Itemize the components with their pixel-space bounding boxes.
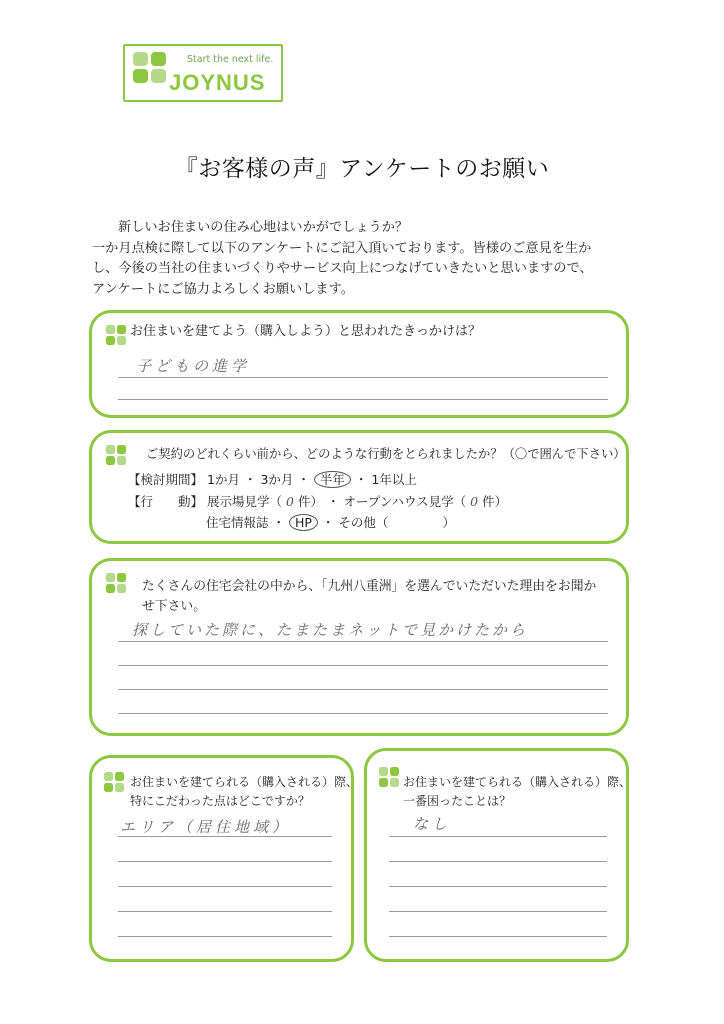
- action-label: 【行 動】: [128, 494, 204, 509]
- action-row-1: [128, 492, 507, 512]
- clover-icon: [106, 573, 126, 593]
- answer-line: [389, 836, 607, 837]
- separator: ・: [297, 472, 310, 487]
- intro-line-4: アンケートにご協力よろしくお願いします。: [92, 281, 354, 297]
- q4-question-line-1: お住まいを建てられる（購入される）際、: [130, 775, 359, 789]
- clover-icon: [104, 772, 124, 792]
- action-4-circled: HP: [289, 514, 318, 531]
- intro-paragraph: [92, 218, 652, 300]
- q5-question-line-1: お住まいを建てられる（購入される）際、: [403, 775, 632, 789]
- answer-line: [118, 399, 608, 400]
- question-panel-1: [89, 310, 629, 418]
- answer-line: [118, 936, 332, 937]
- q3-question-line-2: せ下さい。: [142, 599, 206, 614]
- clover-logo-icon: [133, 52, 167, 96]
- clover-icon: [106, 445, 126, 465]
- action-2-prefix: オープンハウス見学（: [343, 494, 467, 509]
- q4-answer: エリア（居住地域）: [120, 818, 292, 836]
- action-5-suffix: ）: [442, 515, 455, 530]
- answer-line: [118, 911, 332, 912]
- q4-question-line-2: 特にこだわった点はどこですか？: [130, 794, 310, 808]
- answer-line: [389, 911, 607, 912]
- action-3: 住宅情報誌: [206, 515, 269, 530]
- answer-line: [118, 641, 608, 642]
- question-panel-5: [364, 748, 632, 962]
- intro-line-3: し、今後の当社の住まいづくりやサービス向上につなげていきたいと思いますので、: [92, 261, 593, 276]
- action-1-count: 0: [286, 494, 294, 509]
- question-panel-2: [89, 430, 629, 544]
- action-2-suffix: 件）: [482, 494, 508, 509]
- separator: ・: [272, 515, 286, 530]
- q1-answer: 子どもの進学: [136, 357, 251, 375]
- clover-icon: [106, 325, 126, 345]
- answer-line: [389, 886, 607, 887]
- q3-answer: 探していた際に、たまたまネットで見かけたから: [132, 621, 529, 639]
- action-1-suffix: 件）: [297, 494, 323, 509]
- separator: ・: [326, 494, 340, 509]
- answer-line: [118, 689, 608, 690]
- answer-line: [118, 665, 608, 666]
- answer-line: [118, 836, 332, 837]
- answer-line: [118, 861, 332, 862]
- period-option-3-circled: 半年: [314, 471, 351, 488]
- separator: ・: [321, 515, 335, 530]
- period-row: [128, 470, 417, 490]
- q3-question-line-1: たくさんの住宅会社の中から、「九州八重洲」を選んでいただいた理由をお聞か: [142, 579, 597, 594]
- action-row-2: [206, 513, 455, 533]
- intro-line-1: 新しいお住まいの住み心地はいかがでしょうか？: [118, 220, 409, 235]
- logo-brand: JOYNUS: [169, 70, 266, 95]
- action-2-count: 0: [470, 494, 479, 509]
- period-option-2: 3か月: [260, 472, 294, 487]
- answer-line: [118, 713, 608, 714]
- q5-answer: なし: [413, 815, 452, 833]
- page-title: 『お客様の声』アンケートのお願い: [174, 156, 550, 182]
- period-label: 【検討期間】: [128, 472, 204, 487]
- joynus-logo: [123, 44, 283, 102]
- question-panel-3: [89, 558, 629, 736]
- period-option-4: 1年以上: [371, 472, 417, 487]
- action-1-prefix: 展示場見学（: [207, 494, 283, 509]
- q5-question-line-2: 一番困ったことは？: [403, 794, 512, 808]
- logo-tagline: Start the next life.: [187, 54, 274, 65]
- period-option-1: 1か月: [207, 472, 240, 487]
- separator: ・: [243, 472, 257, 487]
- answer-line: [118, 377, 608, 378]
- q1-question: お住まいを建てよう（購入しよう）と思われたきっかけは？: [130, 324, 482, 339]
- intro-line-2: 一か月点検に際して以下のアンケートにご記入頂いております。皆様のご意見を生か: [92, 240, 592, 256]
- clover-icon: [379, 767, 399, 787]
- question-panel-4: [89, 755, 359, 962]
- separator: ・: [354, 472, 368, 487]
- answer-line: [389, 861, 607, 862]
- answer-line: [389, 936, 607, 937]
- q2-question: ご契約のどれくらい前から、どのような行動をとられましたか？（〇で囲んで下さい）: [146, 447, 626, 461]
- answer-line: [118, 886, 332, 887]
- action-5-prefix: その他（: [338, 515, 389, 530]
